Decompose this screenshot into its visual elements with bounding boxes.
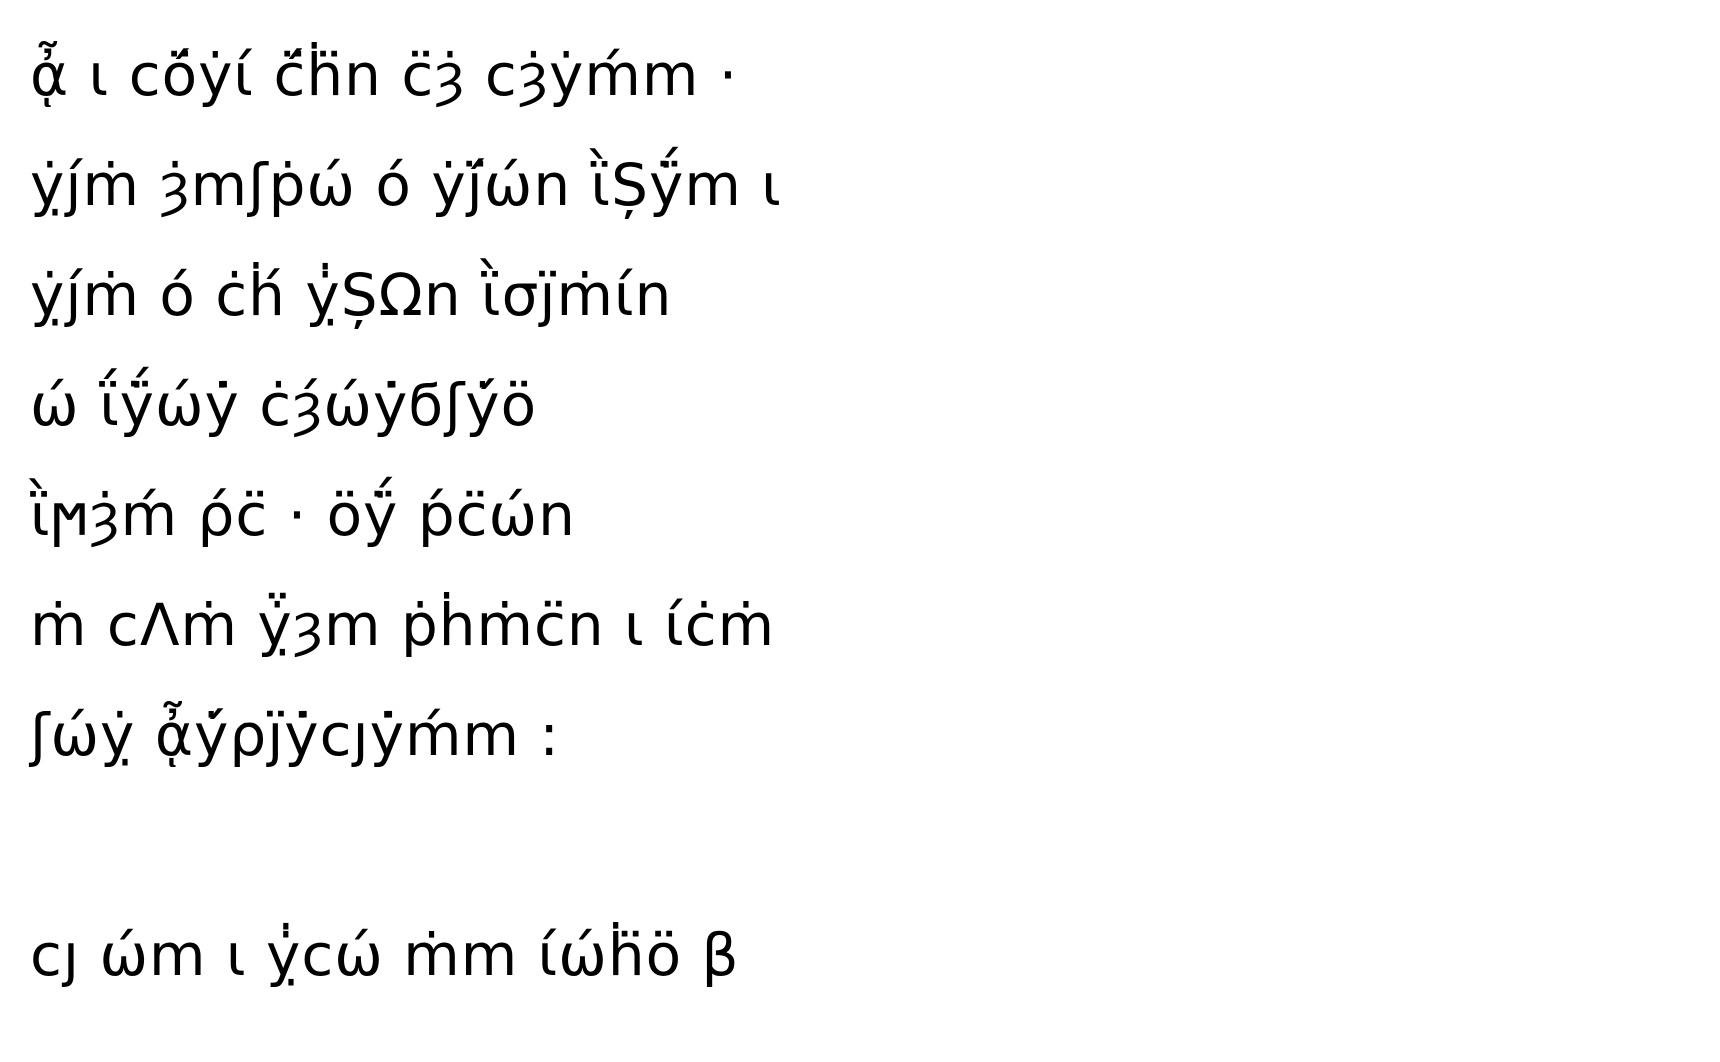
text-line-1: ᾆ ι ϲο̈́ẏί ϲ̈́ḣ̈n ϲ̈ȝ̇ ϲȝ̇ẏḿm · (30, 41, 739, 109)
text-line-6: ṁ ϲΛṁ ỵ̇̈ȝm ṗḣṁϲ̈n ι ίϲ̇ṁ (30, 591, 776, 659)
text-line-5: ῒϻȝ̇ḿ ρ́ϲ̈ · ο̈ẏ̈́ ṕϲ̈ώn (30, 481, 576, 549)
text-line-3: ỵ̇ȷ́ṁ ό ϲ̇ḣ́ ỵ̇̇ȘΩn ῒσȷ̈ṁίn (30, 261, 673, 329)
text-line-8: ϲȷ ώm ι ỵ̇̇ϲώ ṁm ίώḣ̈ο̈ β (30, 921, 740, 989)
tengwar-text-document (30, 20, 1030, 1040)
text-line-4: ώ ΐẏ̈́ώẏ̇ ϲ̇ȝ́ώẏ̇ϭʃẏ́ο̈ (30, 371, 538, 439)
text-line-7: ʃώỵ̇ ᾆẏ́ρȷ̈ẏ̇ϲȷẏ̇ḿm : (30, 701, 560, 769)
stanza-gap (30, 790, 1030, 900)
text-line-2: ỵ̇ȷ́ṁ ȝ̇mʃṗώ ό ẏȷ̈́ώn ῒȘẏ̈́m ι (30, 151, 782, 219)
